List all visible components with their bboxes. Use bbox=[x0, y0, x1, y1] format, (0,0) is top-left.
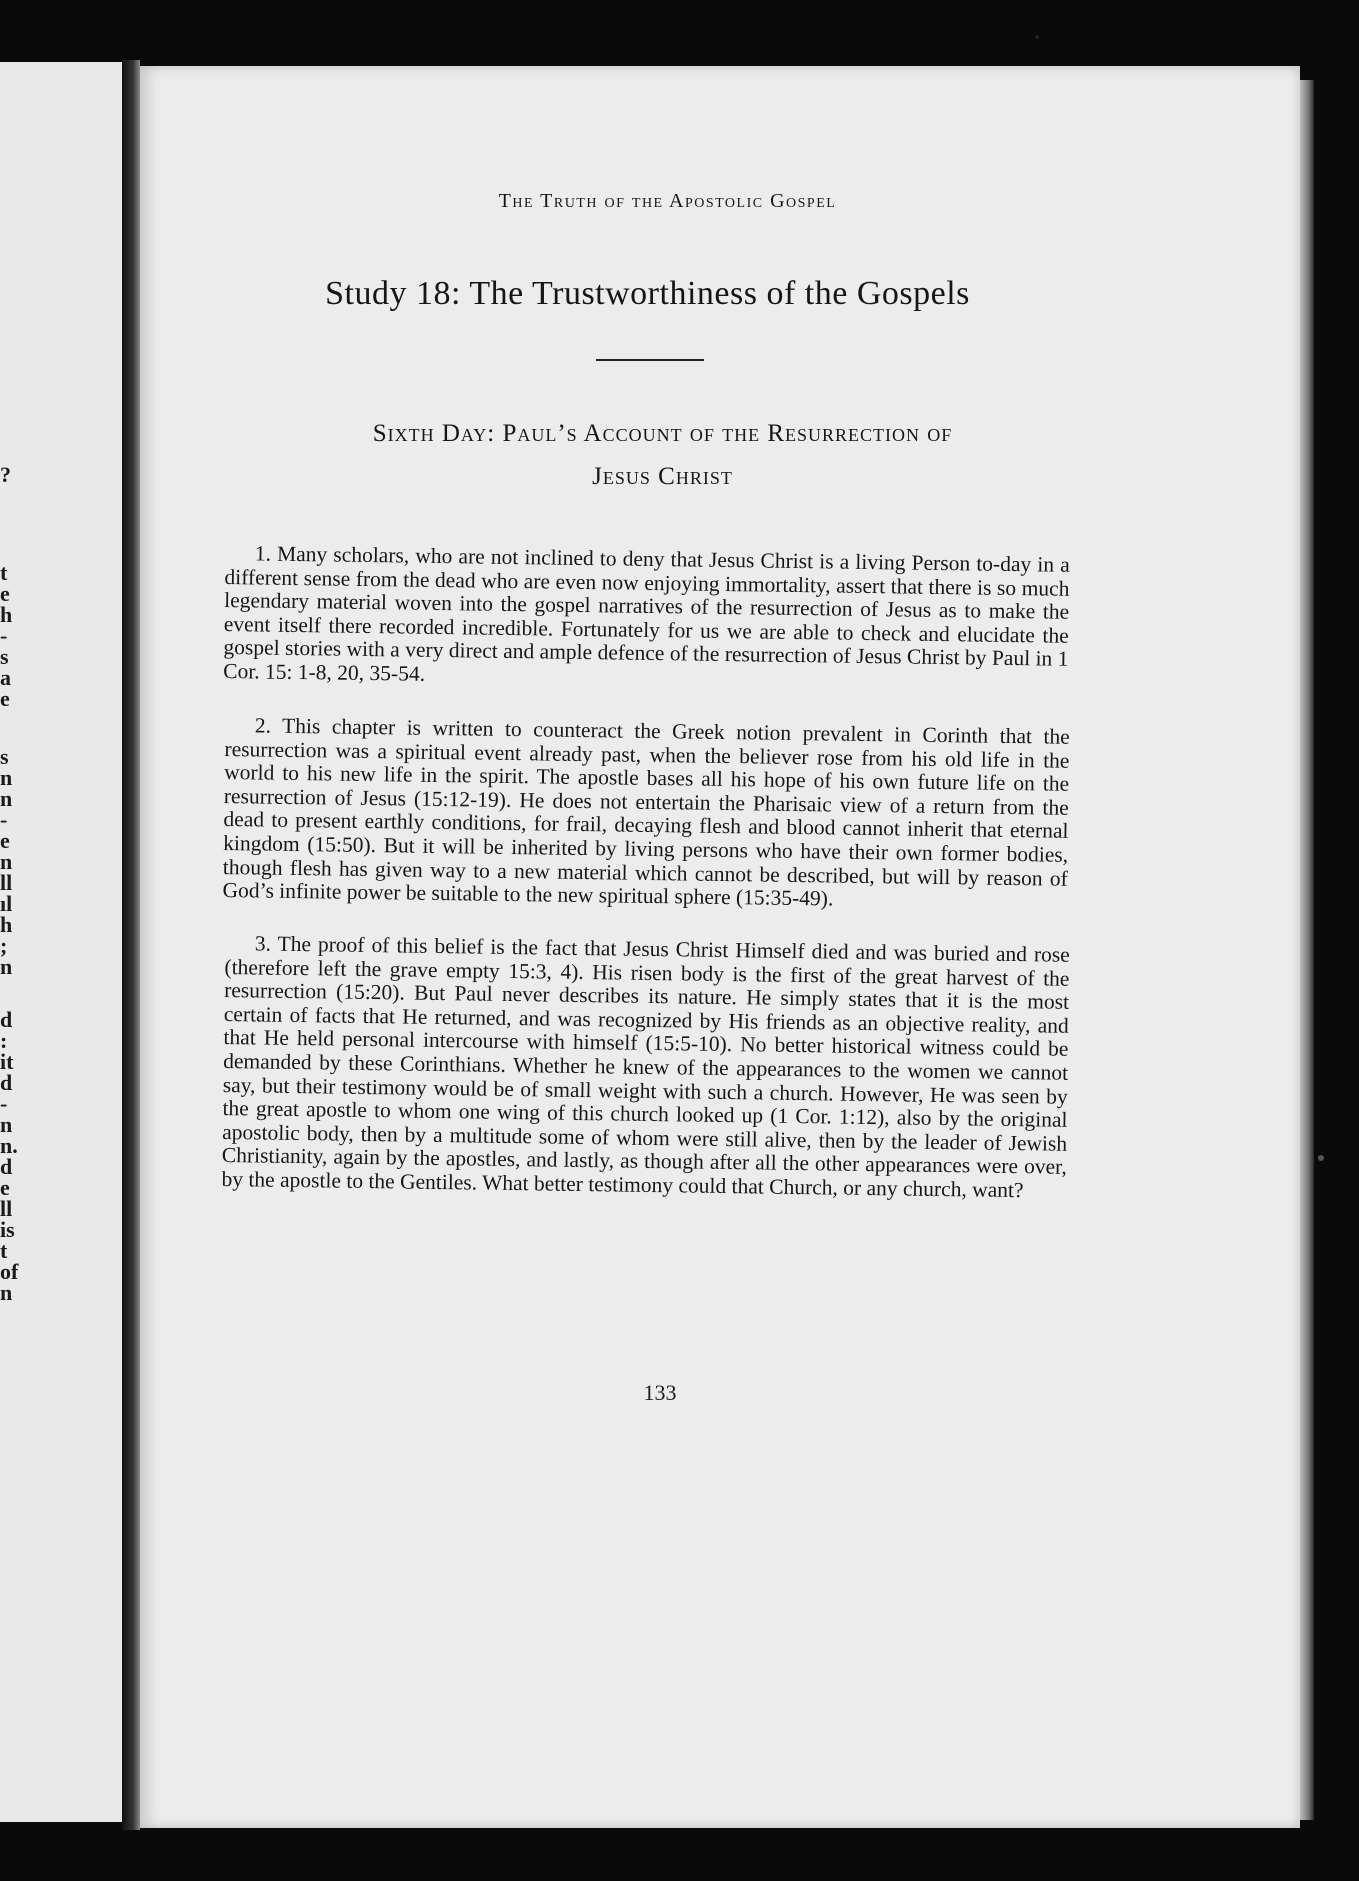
facing-page-fragment: a bbox=[0, 665, 11, 690]
facing-page-fragment: n bbox=[0, 1112, 13, 1137]
facing-page-fragment: ll bbox=[0, 1196, 13, 1221]
facing-page-fragment: d bbox=[0, 1154, 13, 1179]
facing-page-fragment: ? bbox=[0, 462, 11, 487]
facing-page-fragment: of bbox=[0, 1259, 19, 1284]
paragraph-2 bbox=[222, 714, 1070, 915]
paragraph-1 bbox=[223, 542, 1070, 695]
facing-page-fragment: ; bbox=[0, 933, 8, 958]
facing-page-fragment: e bbox=[0, 581, 10, 606]
facing-page-fragment: t bbox=[0, 560, 8, 585]
facing-page-fragment: h bbox=[0, 912, 13, 937]
running-head: The Truth of the Apostolic Gospel bbox=[498, 190, 837, 212]
facing-page-fragment: it bbox=[0, 1049, 14, 1074]
page-content bbox=[221, 190, 1070, 1222]
paragraph-text: Many scholars, who are not inclined to deny that Jesus Christ is a living Person to-day in a different sense from the dead who are even now enjoying immortality, assert that there is so much legendary material woven into the gospel narratives of the resurrection of Jesus as to make the event itself there recorded incredible. Fortunately for us we are able to check and elucidate the gospel stories with a very direct and ample defence of the resurrection of Jesus Christ by Paul in 1 Cor. 15: 1-8, 20, 35-54. bbox=[223, 541, 1070, 686]
book-gutter bbox=[122, 60, 140, 1830]
title-rule bbox=[596, 359, 704, 361]
facing-page-fragment: d bbox=[0, 1007, 13, 1032]
facing-page-fragment: n bbox=[0, 954, 13, 979]
facing-page-fragment: ıl bbox=[0, 891, 13, 916]
facing-page-fragment: - bbox=[0, 1091, 8, 1116]
page-edge-shadow bbox=[1300, 80, 1314, 1820]
paragraph-3 bbox=[221, 932, 1070, 1203]
facing-page-fragment: e bbox=[0, 1175, 10, 1200]
facing-page-fragment: - bbox=[0, 623, 8, 648]
facing-page-fragment: is bbox=[0, 1217, 15, 1242]
paragraph-text: The proof of this belief is the fact that Jesus Christ Himself died and was buried and rose (therefore left the grave empty 15:3, 4). His risen body is the first of the great harvest of the resurrection (15:20). But Paul never describes its nature. He simply states that it is the most certain of facts that He returned, and was recognized by His friends as an objective reality, and that He held personal intercourse with himself (15:5-10). No better historical witness could be demanded by these Corinthians. Whether he knew of the appearances to the women we cannot say, but their testimony would be of small weight with such a church. However, He was seen by the great apostle to whom one wing of this church looked up (1 Cor. 1:12), also by the original apostolic body, then by a multitude some of whom were still alive, then by the leader of Jewish Christianity, again by the apostles, and lastly, as though after all the other appearances were over, by the apostle to the Gentiles. What better testimony could that Church, or any church, want? bbox=[221, 932, 1070, 1203]
facing-page-fragment: t bbox=[0, 1238, 8, 1263]
facing-page-fragment: e bbox=[0, 686, 10, 711]
study-paragraphs bbox=[221, 541, 1070, 1203]
facing-page-fragment: n. bbox=[0, 1133, 18, 1158]
facing-page-fragment: h bbox=[0, 602, 13, 627]
day-heading bbox=[225, 413, 1070, 498]
facing-page-fragment: n bbox=[0, 786, 13, 811]
day-heading-line-2: Jesus Christ bbox=[592, 462, 733, 490]
scan-speck bbox=[1035, 35, 1039, 39]
facing-page-fragment: ll bbox=[0, 870, 13, 895]
paragraph-number: 3. bbox=[254, 931, 272, 956]
facing-page-fragment: s bbox=[0, 644, 9, 669]
facing-page-fragment: n bbox=[0, 765, 13, 790]
facing-page-fragment: s bbox=[0, 744, 9, 769]
scan-speck bbox=[1318, 1155, 1324, 1161]
day-heading-line-1: Sixth Day: Paul’s Account of the Resurrection of bbox=[372, 420, 953, 447]
facing-page-fragment: - bbox=[0, 807, 8, 832]
facing-page-fragment: n bbox=[0, 1280, 13, 1305]
facing-page-fragment: n bbox=[0, 849, 13, 874]
facing-page-fragment: d bbox=[0, 1070, 13, 1095]
study-title: Study 18: The Trustworthiness of the Gospels bbox=[325, 275, 970, 312]
page-number: 133 bbox=[643, 1380, 677, 1405]
facing-page-fragment: e bbox=[0, 828, 10, 853]
facing-page-fragment: : bbox=[0, 1028, 8, 1053]
facing-page-edge bbox=[0, 62, 131, 1822]
paragraph-number: 1. bbox=[254, 541, 272, 566]
paragraph-number: 2. bbox=[254, 712, 272, 738]
paragraph-text: This chapter is written to counteract the Greek notion prevalent in Corinth that the resurrection was a spiritual event already past, when the believer rose from his old life in the world to his new life in the spirit. The apostle bases all his hope of his own future life on the resurrection of Jesus (15:12-19). He does not entertain the Pharisaic view of a return from the dead to present earthly conditions, for frail, decaying flesh and blood cannot inherit that eternal kingdom (15:50). But it will be inherited by living persons who have their own former bodies, though flesh has given way to a new material which cannot be described, but will by reason of God’s infinite power be suitable to the new spiritual sphere (15:35-49). bbox=[222, 713, 1070, 911]
